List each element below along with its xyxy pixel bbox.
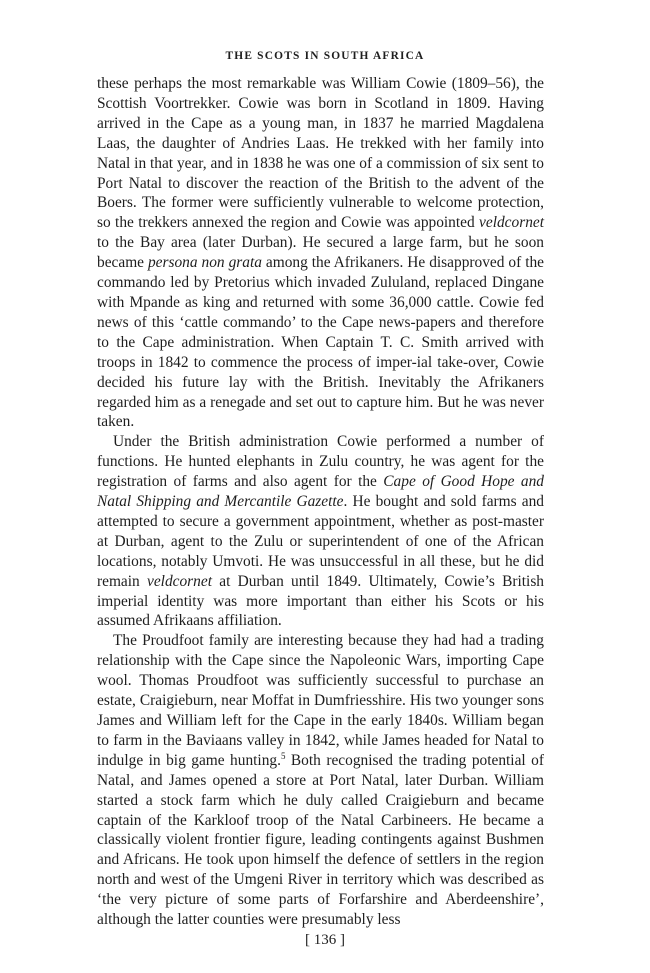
text-run: to the Bay area (later Durban). He secured a large farm, but he soon became — [97, 234, 544, 272]
text-run: at Durban until 1849. Ultimately, Cowie’s British imperial identity was more important than either his Scots or his assumed Afrikaans affiliation. — [97, 572, 545, 630]
paragraph — [97, 74, 544, 432]
text-run: . He bought and sold farms and attempted to secure a government appointment, whether as post-master at Durban, agent to the Zulu or superintendent of one of the African locations, notably Umvoti. He was unsuccessful in all these, but he did remain — [97, 493, 544, 590]
italic-text: persona non grata — [147, 254, 262, 272]
paragraph — [97, 432, 544, 631]
text-run: among the Afrikaners. He disapproved of the commando led by Pretorius which invaded Zululand, replaced Dingane with Mpande as king and returned with some 36,000 cattle. Cowie fed news of this ‘cattle commando’ to the Cape news-papers and therefore to the Cape administration. When Captain T. C. Smith arrived with troops in 1842 to commence the process of imper-ial take-over, Cowie decided his future lay with the British. Inevitably the Afrikaners regarded him as a renegade and set out to capture him. But he was never taken. — [97, 254, 544, 431]
paragraph — [97, 631, 544, 930]
italic-text: Cape of Good Hope and Natal Shipping and Mercantile Gazette — [97, 473, 544, 511]
page-number: [ 136 ] — [305, 932, 345, 948]
text-run: Both recognised the trading potential of Natal, and James opened a store at Port Natal, later Durban. William started a stock farm which he duly called Craigieburn and became captain of the Karkloof troop of the Natal Carbineers. He became a classically violent frontier figure, leading contingents against Bushmen and Africans. He took upon himself the defence of settlers in the region north and west of the Umgeni River in territory which was described as ‘the very picture of some parts of Forfarshire and Aberdeenshire’, although the latter counties were presumably less — [97, 751, 544, 929]
body-text — [97, 74, 544, 930]
text-run: these perhaps the most remarkable was William Cowie (1809–56), the Scottish Voortrekker. Cowie was born in Scotland in 1809. Having arrived in the Cape as a young man, in 1837 he married Magdalena Laas, the daughter of Andries Laas. He trekked with her family into Natal in that year, and in 1838 he was one of a commission of six sent to Port Natal to discover the reaction of the British to the advent of the Boers. The former were sufficiently vulnerable to welcome protection, so the trekkers annexed the region and Cowie was appointed — [97, 75, 544, 232]
running-head: THE SCOTS IN SOUTH AFRICA — [225, 50, 425, 62]
text-run: Under the British administration Cowie performed a number of functions. He hunted elephants in Zulu country, he was agent for the registration of farms and also agent for the — [97, 433, 544, 491]
footnote-marker: 5 — [280, 750, 286, 761]
italic-text: veldcornet — [479, 214, 544, 232]
italic-text: veldcornet — [147, 572, 212, 590]
text-run: The Proudfoot family are interesting because they had had a trading relationship with the Cape since the Napoleonic Wars, importing Cape wool. Thomas Proudfoot was sufficiently successful to purchase an estate, Craigieburn, near Moffat in Dumfriesshire. His two younger sons James and William left for the Cape in the early 1840s. William began to farm in the Baviaans valley in 1842, while James headed for Natal to indulge in big game hunting. — [97, 632, 544, 769]
